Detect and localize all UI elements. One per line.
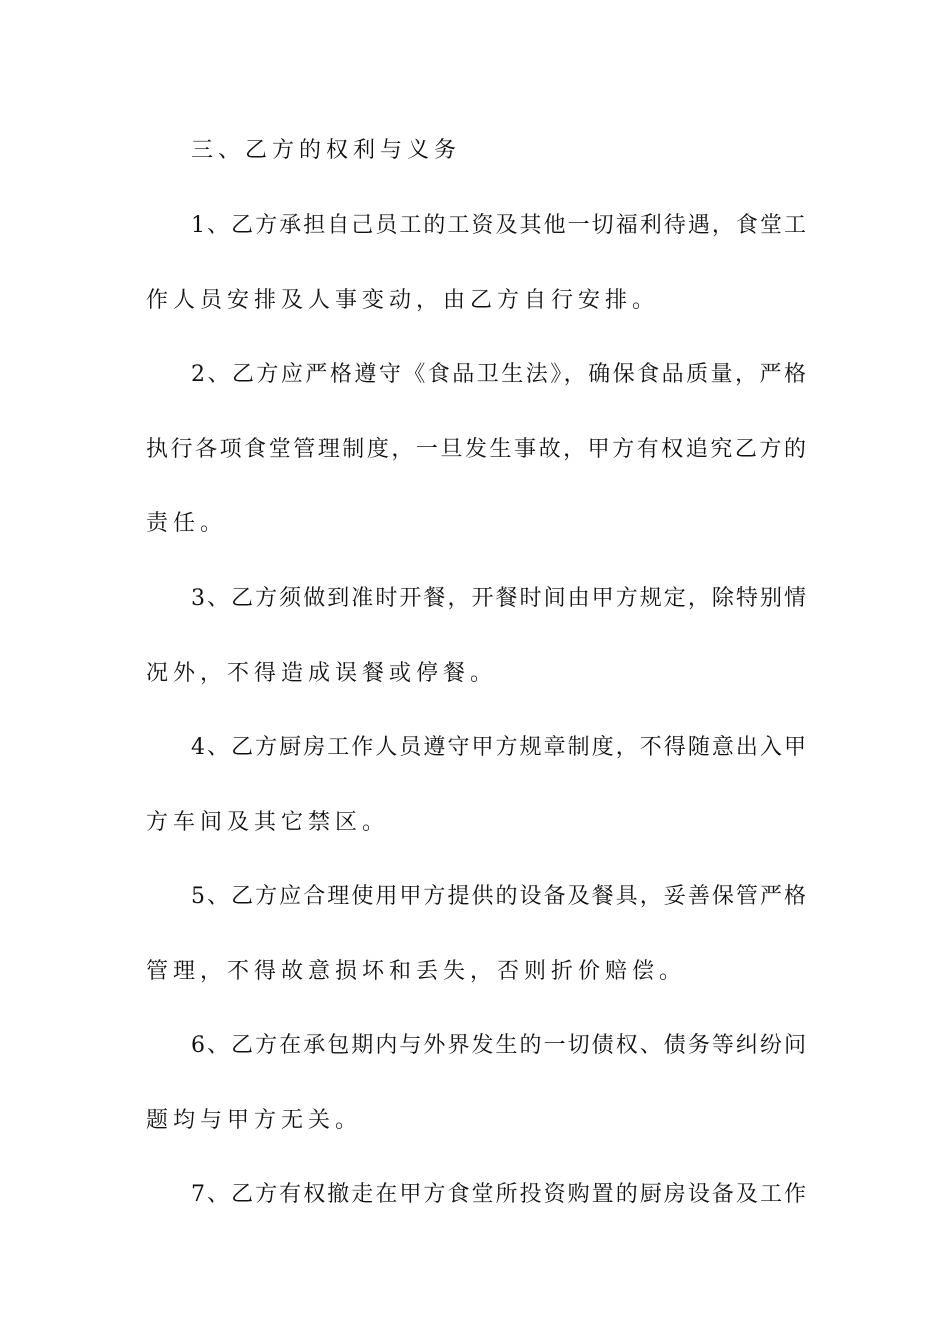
section-heading: 三、乙方的权利与义务	[191, 138, 462, 163]
clause-2-line-3: 责任。	[146, 511, 228, 536]
clause-6-line-1: 6、乙方在承包期内与外界发生的一切债权、债务等纠纷问	[191, 1033, 806, 1058]
clause-3-line-1: 3、乙方须做到准时开餐，开餐时间由甲方规定，除特别情	[191, 586, 806, 611]
clause-7-line-1: 7、乙方有权撤走在甲方食堂所投资购置的厨房设备及工作	[191, 1182, 806, 1207]
clause-5-line-1: 5、乙方应合理使用甲方提供的设备及餐具，妥善保管严格	[191, 884, 806, 909]
clause-6-line-2: 题均与甲方无关。	[146, 1108, 363, 1133]
clause-4-line-1: 4、乙方厨房工作人员遵守甲方规章制度，不得随意出入甲	[191, 735, 806, 760]
clause-2-line-2: 执行各项食堂管理制度，一旦发生事故，甲方有权追究乙方的	[146, 437, 806, 462]
clause-2-line-1: 2、乙方应严格遵守《食品卫生法》，确保食品质量，严格	[191, 362, 806, 387]
clause-1-line-1: 1、乙方承担自己员工的工资及其他一切福利待遇，食堂工	[191, 213, 806, 238]
clause-4-line-2: 方车间及其它禁区。	[146, 810, 390, 835]
clause-5-line-2: 管理，不得故意损坏和丢失，否则折价赔偿。	[146, 959, 687, 984]
clause-3-line-2: 况外，不得造成误餐或停餐。	[146, 661, 498, 686]
clause-1-line-2: 作人员安排及人事变动，由乙方自行安排。	[146, 288, 660, 313]
